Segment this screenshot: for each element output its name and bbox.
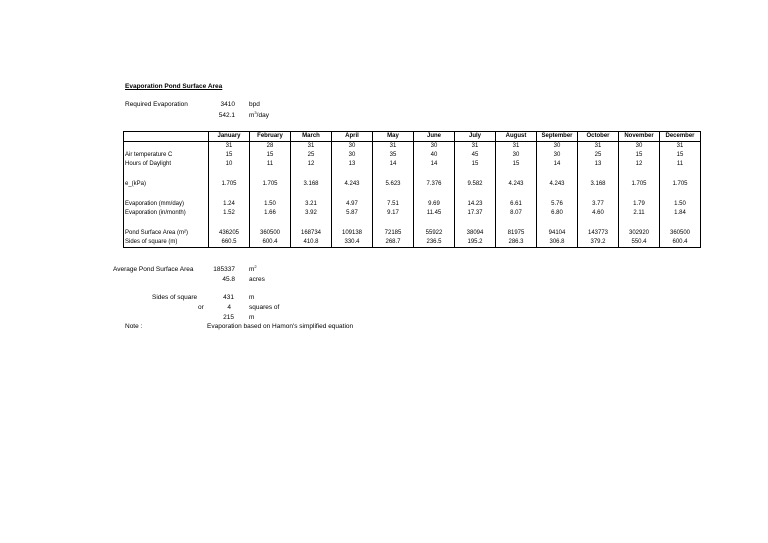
- spacer-cell: [373, 218, 414, 229]
- table-cell: 25: [578, 151, 619, 160]
- month-header: March: [291, 132, 332, 142]
- days-cell: 31: [578, 142, 619, 152]
- month-header: February: [250, 132, 291, 142]
- table-cell: 3.168: [291, 180, 332, 189]
- table-cell: 38094: [455, 229, 496, 238]
- table-row: [124, 160, 701, 169]
- month-header: November: [619, 132, 660, 142]
- month-header: January: [209, 132, 250, 142]
- monthly-evaporation-table: [123, 131, 701, 248]
- average-area-label: Average Pond Surface Area: [113, 266, 194, 273]
- table-cell: 11.45: [414, 209, 455, 218]
- table-cell: 30: [332, 151, 373, 160]
- spacer-cell: [660, 218, 701, 229]
- table-cell: 1.50: [660, 200, 701, 209]
- table-cell: 12: [291, 160, 332, 169]
- note-text: Evaporation based on Hamon's simplified equation: [207, 323, 354, 330]
- average-area-acres-value: 45.8: [222, 276, 235, 283]
- table-cell: 1.52: [209, 209, 250, 218]
- square-side-value: 215: [223, 314, 234, 321]
- spacer-cell: [619, 218, 660, 229]
- table-cell: 306.8: [537, 238, 578, 248]
- spacer-cell: [209, 218, 250, 229]
- table-cell: 3.92: [291, 209, 332, 218]
- row-label: Hours of Daylight: [124, 160, 209, 169]
- table-cell: 168734: [291, 229, 332, 238]
- spacer-cell: [209, 189, 250, 200]
- spacer-cell: [332, 189, 373, 200]
- spacer-cell: [209, 169, 250, 180]
- table-cell: 436205: [209, 229, 250, 238]
- table-cell: 268.7: [373, 238, 414, 248]
- spacer-cell: [660, 189, 701, 200]
- table-row: [124, 209, 701, 218]
- table-cell: 286.3: [496, 238, 537, 248]
- table-cell: 14: [537, 160, 578, 169]
- table-cell: 12: [619, 160, 660, 169]
- table-cell: 410.8: [291, 238, 332, 248]
- table-cell: 14: [373, 160, 414, 169]
- days-cell: 31: [660, 142, 701, 152]
- table-cell: 15: [660, 151, 701, 160]
- month-header: July: [455, 132, 496, 142]
- required-bpd-unit: bpd: [249, 101, 260, 108]
- table-row: [124, 151, 701, 160]
- table-cell: 379.2: [578, 238, 619, 248]
- table-cell: 55922: [414, 229, 455, 238]
- table-cell: 30: [537, 151, 578, 160]
- spacer-cell: [332, 218, 373, 229]
- m3-unit-sup: 3: [254, 110, 257, 115]
- table-cell: 15: [250, 151, 291, 160]
- table-cell: 143773: [578, 229, 619, 238]
- m3-unit-base: m: [249, 112, 255, 119]
- table-cell: 3.21: [291, 200, 332, 209]
- table-cell: 360500: [660, 229, 701, 238]
- spacer-cell: [496, 218, 537, 229]
- spacer-cell: [578, 189, 619, 200]
- squares-count-value: 4: [227, 304, 231, 311]
- table-cell: 25: [291, 151, 332, 160]
- row-label: Pond Surface Area (m²): [124, 229, 209, 238]
- table-cell: 3.168: [578, 180, 619, 189]
- month-header: October: [578, 132, 619, 142]
- table-cell: 5.87: [332, 209, 373, 218]
- table-cell: 35: [373, 151, 414, 160]
- table-cell: 4.60: [578, 209, 619, 218]
- table-cell: 4.243: [537, 180, 578, 189]
- table-cell: 1.705: [619, 180, 660, 189]
- table-cell: 4.243: [332, 180, 373, 189]
- table-cell: 10: [209, 160, 250, 169]
- table-cell: 6.80: [537, 209, 578, 218]
- required-bpd-value: 3410: [220, 101, 235, 108]
- days-cell: 31: [455, 142, 496, 152]
- days-cell: 31: [209, 142, 250, 152]
- table-cell: 330.4: [332, 238, 373, 248]
- spacer-cell: [537, 218, 578, 229]
- spacer-cell: [660, 169, 701, 180]
- table-cell: 1.705: [250, 180, 291, 189]
- spacer-cell: [124, 218, 209, 229]
- spacer-cell: [619, 189, 660, 200]
- table-cell: 14.23: [455, 200, 496, 209]
- average-area-m2-value: 185337: [213, 266, 235, 273]
- required-evaporation-label: Required Evaporation: [125, 101, 188, 108]
- days-cell: 31: [496, 142, 537, 152]
- table-cell: 660.5: [209, 238, 250, 248]
- spacer-cell: [455, 169, 496, 180]
- table-cell: 550.4: [619, 238, 660, 248]
- spacer-cell: [291, 218, 332, 229]
- spacer-cell: [332, 169, 373, 180]
- sides-of-square-unit: m: [249, 294, 255, 301]
- table-cell: 11: [250, 160, 291, 169]
- table-cell: 5.623: [373, 180, 414, 189]
- m2-unit-sup: 2: [254, 264, 257, 269]
- header-corner: [124, 132, 209, 142]
- row-label: e_(kPa): [124, 180, 209, 189]
- table-cell: 94104: [537, 229, 578, 238]
- spacer-cell: [124, 189, 209, 200]
- spacer-cell: [537, 189, 578, 200]
- table-cell: 1.705: [209, 180, 250, 189]
- required-m3-value: 542.1: [218, 112, 235, 119]
- note-label: Note :: [125, 323, 143, 330]
- table-cell: 600.4: [660, 238, 701, 248]
- month-header: June: [414, 132, 455, 142]
- square-side-unit: m: [249, 314, 255, 321]
- table-cell: 109138: [332, 229, 373, 238]
- spacer-cell: [250, 189, 291, 200]
- table-cell: 72185: [373, 229, 414, 238]
- spacer-row: [124, 218, 701, 229]
- row-label: Sides of square (m): [124, 238, 209, 248]
- table-row: [124, 238, 701, 248]
- table-cell: 15: [619, 151, 660, 160]
- spacer-cell: [414, 169, 455, 180]
- table-cell: 1.66: [250, 209, 291, 218]
- table-cell: 3.77: [578, 200, 619, 209]
- table-cell: 15: [209, 151, 250, 160]
- spacer-cell: [414, 189, 455, 200]
- days-cell: 30: [414, 142, 455, 152]
- row-label: Evaporation (mm/day): [124, 200, 209, 209]
- days-cell: 30: [537, 142, 578, 152]
- table-cell: 7.376: [414, 180, 455, 189]
- table-cell: 13: [578, 160, 619, 169]
- spacer-cell: [124, 169, 209, 180]
- sides-of-square-label: Sides of square: [152, 294, 198, 301]
- table-cell: 600.4: [250, 238, 291, 248]
- average-area-acres-unit: acres: [249, 276, 265, 283]
- spacer-cell: [455, 218, 496, 229]
- spacer-cell: [496, 169, 537, 180]
- average-area-m2-unit: [249, 266, 257, 274]
- month-header: May: [373, 132, 414, 142]
- spacer-cell: [578, 218, 619, 229]
- table-cell: 15: [496, 160, 537, 169]
- table-cell: 81975: [496, 229, 537, 238]
- month-header: December: [660, 132, 701, 142]
- table-cell: 9.17: [373, 209, 414, 218]
- sides-of-square-value: 431: [223, 294, 234, 301]
- spacer-cell: [455, 189, 496, 200]
- days-cell: 28: [250, 142, 291, 152]
- table-row: [124, 180, 701, 189]
- table-cell: 11: [660, 160, 701, 169]
- table-row: [124, 200, 701, 209]
- table-cell: 45: [455, 151, 496, 160]
- table-cell: 195.2: [455, 238, 496, 248]
- spacer-cell: [578, 169, 619, 180]
- table-cell: 2.11: [619, 209, 660, 218]
- table-cell: 14: [414, 160, 455, 169]
- spacer-cell: [291, 189, 332, 200]
- table-cell: 6.61: [496, 200, 537, 209]
- spacer-cell: [619, 169, 660, 180]
- spacer-row: [124, 169, 701, 180]
- spacer-cell: [373, 169, 414, 180]
- or-label: or: [198, 304, 204, 311]
- spacer-cell: [537, 169, 578, 180]
- table-cell: 30: [496, 151, 537, 160]
- table-cell: 1.24: [209, 200, 250, 209]
- squares-count-label: squares of: [249, 304, 280, 311]
- table-cell: 15: [455, 160, 496, 169]
- row-label: Air temperature C: [124, 151, 209, 160]
- spacer-cell: [373, 189, 414, 200]
- table-cell: 17.37: [455, 209, 496, 218]
- table-cell: 302920: [619, 229, 660, 238]
- month-header: September: [537, 132, 578, 142]
- m3-unit-rest: /day: [256, 112, 269, 119]
- table-cell: 13: [332, 160, 373, 169]
- table-cell: 9.582: [455, 180, 496, 189]
- table-cell: 1.84: [660, 209, 701, 218]
- table-cell: 360500: [250, 229, 291, 238]
- table-cell: 236.5: [414, 238, 455, 248]
- days-cell: 30: [619, 142, 660, 152]
- table-cell: 1.79: [619, 200, 660, 209]
- table-cell: 4.243: [496, 180, 537, 189]
- table-cell: 5.76: [537, 200, 578, 209]
- table-cell: 8.07: [496, 209, 537, 218]
- days-row: [124, 142, 701, 152]
- spacer-cell: [496, 189, 537, 200]
- spacer-cell: [291, 169, 332, 180]
- table-row: [124, 229, 701, 238]
- table-cell: 4.97: [332, 200, 373, 209]
- m2-unit-base: m: [249, 266, 255, 273]
- sheet-title: Evaporation Pond Surface Area: [125, 83, 223, 90]
- table-cell: 1.50: [250, 200, 291, 209]
- required-m3-unit: [249, 112, 269, 120]
- days-cell: 31: [291, 142, 332, 152]
- table-cell: 9.69: [414, 200, 455, 209]
- spacer-cell: [414, 218, 455, 229]
- spacer-cell: [250, 169, 291, 180]
- month-header-row: [124, 132, 701, 142]
- spacer-cell: [250, 218, 291, 229]
- month-header: April: [332, 132, 373, 142]
- month-header: August: [496, 132, 537, 142]
- days-label: [124, 142, 209, 152]
- days-cell: 30: [332, 142, 373, 152]
- spacer-row: [124, 189, 701, 200]
- days-cell: 31: [373, 142, 414, 152]
- row-label: Evaporation (in/month): [124, 209, 209, 218]
- table-cell: 40: [414, 151, 455, 160]
- table-cell: 7.51: [373, 200, 414, 209]
- table-cell: 1.705: [660, 180, 701, 189]
